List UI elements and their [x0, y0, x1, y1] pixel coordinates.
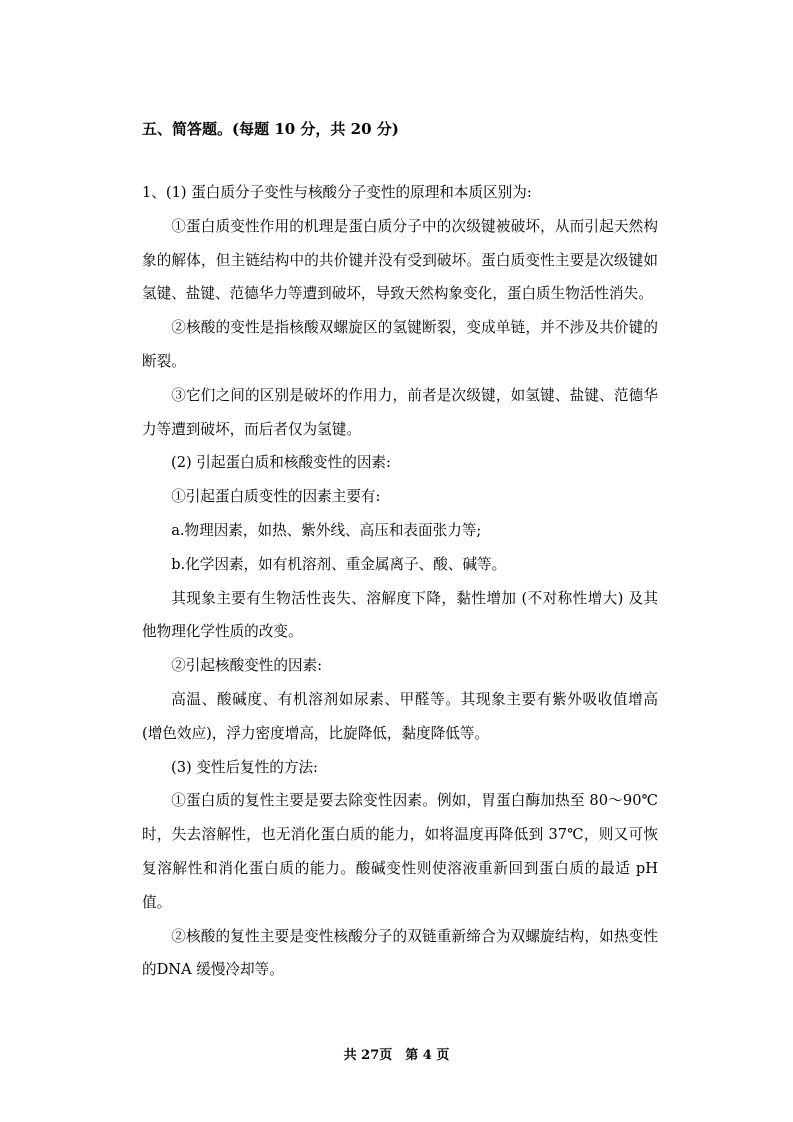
paragraph-physical-factors: a.物理因素，如热、紫外线、高压和表面张力等; — [171, 521, 482, 539]
paragraph-nucleic-factors-intro: ②引起核酸变性的因素: — [171, 657, 323, 675]
page-footer: 共 27页 第 4 页 — [343, 1048, 450, 1063]
section-title: 五、简答题。(每题 10 分，共 20 分) — [142, 120, 399, 138]
paragraph-nucleic-acid-denaturation: ②核酸的变性是指核酸双螺旋区的氢键断裂，变成单链，并不涉及共价键的断裂。 — [142, 319, 658, 370]
paragraph-protein-factors-intro: ①引起蛋白质变性的因素主要有: — [171, 488, 381, 506]
paragraph-protein-denaturation-mechanism: ①蛋白质变性作用的机理是蛋白质分子中的次级键被破坏，从而引起天然构象的解体，但主链结构中的共价键并没有受到破坏。蛋白质变性主要是次级键如氢键、盐键、范德华力等遭到破坏，导致天然构象变化，蛋白质生物活性消失。 — [142, 217, 658, 303]
question-1-heading: 1、(1) 蛋白质分子变性与核酸分子变性的原理和本质区别为: — [142, 184, 532, 201]
subquestion-2-heading: (2) 引起蛋白质和核酸变性的因素: — [171, 454, 391, 472]
paragraph-difference: ③它们之间的区别是破坏的作用力，前者是次级键，如氢键、盐键、范德华力等遭到破坏，而后者仅为氢键。 — [142, 386, 658, 438]
paragraph-protein-phenomena: 其现象主要有生物活性丧失、溶解度下降，黏性增加 (不对称性增大) 及其他物理化学性质的改变。 — [142, 589, 658, 641]
paragraph-nucleic-renaturation: ②核酸的复性主要是变性核酸分子的双链重新缔合为双螺旋结构，如热变性的DNA 缓慢冷却等。 — [142, 927, 658, 979]
answer-body — [142, 176, 658, 987]
subquestion-3-heading: (3) 变性后复性的方法: — [171, 758, 318, 776]
paragraph-protein-renaturation: ①蛋白质的复性主要是要去除变性因素。例如，胃蛋白酶加热至 80～90℃时，失去溶解性，也无消化蛋白质的能力，如将温度再降低到 37℃，则又可恢复溶解性和消化蛋白质的能力。酸碱变性则使溶液重新回到蛋白质的最适 pH 值。 — [142, 792, 658, 911]
paragraph-nucleic-factors: 高温、酸碱度、有机溶剂如尿素、甲醛等。其现象主要有紫外吸收值增高 (增色效应)，浮力密度增高，比旋降低，黏度降低等。 — [142, 690, 658, 742]
paragraph-chemical-factors: b.化学因素，如有机溶剂、重金属离子、酸、碱等。 — [171, 555, 507, 573]
